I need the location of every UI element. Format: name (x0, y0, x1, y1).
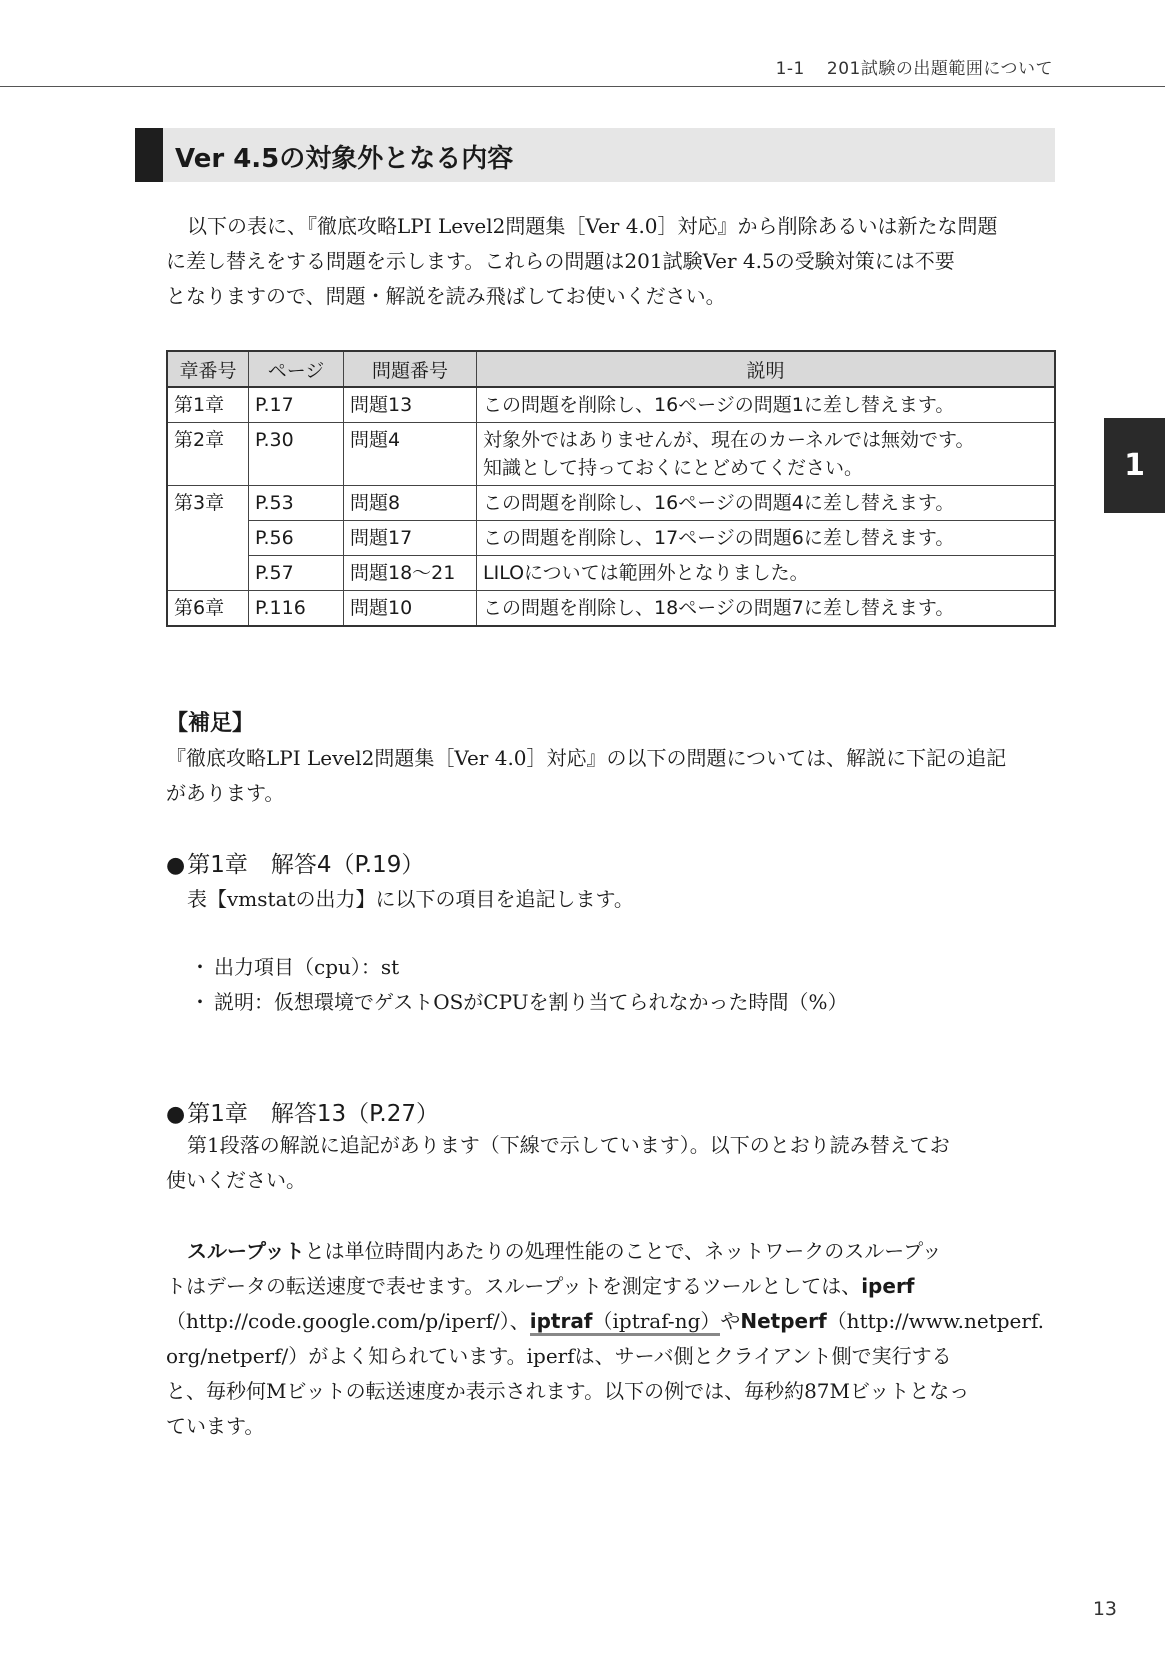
running-head-section-title: 201試験の出題範囲について (826, 59, 1053, 79)
column-header-chapter: 章番号 (167, 351, 249, 387)
table-row (167, 591, 1055, 627)
table-row (167, 387, 1055, 423)
quote-url-netperf: （http://www.netperf. (826, 1309, 1045, 1333)
bullet-dot-icon: ● (166, 853, 186, 878)
cell-description: この問題を削除し、17ページの問題6に差し替えます。 (477, 521, 1056, 556)
supplement-line-1: 『徹底攻略LPI Level2問題集［Ver 4.0］対応』の以下の問題については、解説に下記の追記 (166, 746, 1007, 770)
cell-page: P.57 (249, 556, 344, 591)
running-head-section-number: 1-1 (775, 59, 805, 79)
cell-page: P.56 (249, 521, 344, 556)
item2-body (166, 1128, 1056, 1198)
intro-line-3: となりますので、問題・解説を読み飛ばしてお使いください。 (166, 284, 726, 308)
cell-question: 問題17 (344, 521, 477, 556)
column-header-question: 問題番号 (344, 351, 477, 387)
quote-ya: や (720, 1309, 741, 1333)
cell-question: 問題18〜21 (344, 556, 477, 591)
table-header-row (167, 351, 1055, 387)
cell-description: この問題を削除し、18ページの問題7に差し替えます。 (477, 591, 1056, 627)
cell-question: 問題10 (344, 591, 477, 627)
term-iperf: iperf (861, 1274, 915, 1298)
cell-description-line: 対象外ではありませんが、現在のカーネルでは無効です。 (483, 429, 975, 451)
chapter-tab: 1 (1104, 418, 1165, 513)
header-divider (0, 86, 1165, 87)
supplement-line-2: があります。 (166, 781, 285, 805)
supplement-heading: 【補足】 (166, 711, 255, 736)
column-header-description: 説明 (477, 351, 1056, 387)
cell-chapter: 第6章 (167, 591, 249, 627)
cell-description: LILOについては範囲外となりました。 (477, 556, 1056, 591)
item2-line-2: 使いください。 (166, 1168, 306, 1192)
cell-chapter: 第3章 (167, 486, 249, 521)
running-head (776, 54, 1053, 79)
intro-paragraph (166, 209, 1056, 314)
cell-description (477, 423, 1056, 486)
table-row (167, 521, 1055, 556)
list-item: ・ 出力項目（cpu）：st (190, 950, 848, 985)
excluded-questions-table (166, 350, 1056, 627)
cell-question: 問題4 (344, 423, 477, 486)
bullet-dot-icon: ● (166, 1102, 186, 1127)
quote-url-iperf: （http://code.google.com/p/iperf/）、 (166, 1309, 530, 1333)
underlined-addition (530, 1309, 721, 1336)
cell-page: P.30 (249, 423, 344, 486)
table-row (167, 556, 1055, 591)
cell-question: 問題8 (344, 486, 477, 521)
quote-line-2: トはデータの転送速度で表せます。スループットを測定するツールとしては、 (166, 1274, 862, 1298)
intro-line-1: 以下の表に、『徹底攻略LPI Level2問題集［Ver 4.0］対応』から削除あるいは新たな問題 (187, 214, 998, 238)
section-title: Ver 4.5の対象外となる内容 (175, 144, 514, 174)
cell-chapter (167, 521, 249, 556)
quote-line-6: ています。 (166, 1414, 265, 1438)
quote-line-4: org/netperf/）がよく知られています。iperfは、サーバ側とクライアント側で実行する (166, 1344, 952, 1368)
cell-description-line: 知識として持っておくにとどめてください。 (483, 457, 864, 479)
cell-description: この問題を削除し、16ページの問題4に差し替えます。 (477, 486, 1056, 521)
cell-chapter (167, 556, 249, 591)
page-number: 13 (1092, 1598, 1117, 1620)
iptraf-package: （iptraf-ng） (592, 1309, 721, 1333)
cell-chapter: 第2章 (167, 423, 249, 486)
term-netperf: Netperf (740, 1309, 827, 1333)
throughput-paragraph (166, 1234, 1056, 1444)
section-heading-marker (135, 128, 163, 182)
item1-bullet-list (190, 950, 848, 1020)
list-item: ・ 説明：仮想環境でゲストOSがCPUを割り当てられなかった時間（%） (190, 985, 848, 1020)
cell-description: この問題を削除し、16ページの問題1に差し替えます。 (477, 387, 1056, 423)
term-throughput: スループット (187, 1239, 305, 1263)
cell-page: P.17 (249, 387, 344, 423)
column-header-page: ページ (249, 351, 344, 387)
item2-heading-text: 第1章 解答13（P.27） (187, 1101, 439, 1127)
term-iptraf: iptraf (529, 1309, 593, 1333)
item2-line-1: 第1段落の解説に追記があります（下線で示しています）。以下のとおり読み替えてお (187, 1133, 950, 1157)
item1-heading (166, 846, 424, 879)
item2-heading (166, 1095, 439, 1128)
quote-line-5: と、毎秒何Mビットの転送速度か表示されます。以下の例では、毎秒約87Mビットとなっ (166, 1379, 970, 1403)
item1-heading-text: 第1章 解答4（P.19） (187, 852, 425, 878)
cell-question: 問題13 (344, 387, 477, 423)
item1-body-text: 表【vmstatの出力】に以下の項目を追記します。 (187, 887, 634, 911)
table-row (167, 486, 1055, 521)
quote-line-1: とは単位時間内あたりの処理性能のことで、ネットワークのスループッ (304, 1239, 942, 1263)
cell-page: P.53 (249, 486, 344, 521)
item1-body (166, 882, 1056, 917)
cell-chapter: 第1章 (167, 387, 249, 423)
section-heading (135, 128, 1055, 182)
cell-page: P.116 (249, 591, 344, 627)
table-row (167, 423, 1055, 486)
intro-line-2: に差し替えをする問題を示します。これらの問題は201試験Ver 4.5の受験対策には不要 (166, 249, 955, 273)
supplement-paragraph (166, 741, 1056, 811)
